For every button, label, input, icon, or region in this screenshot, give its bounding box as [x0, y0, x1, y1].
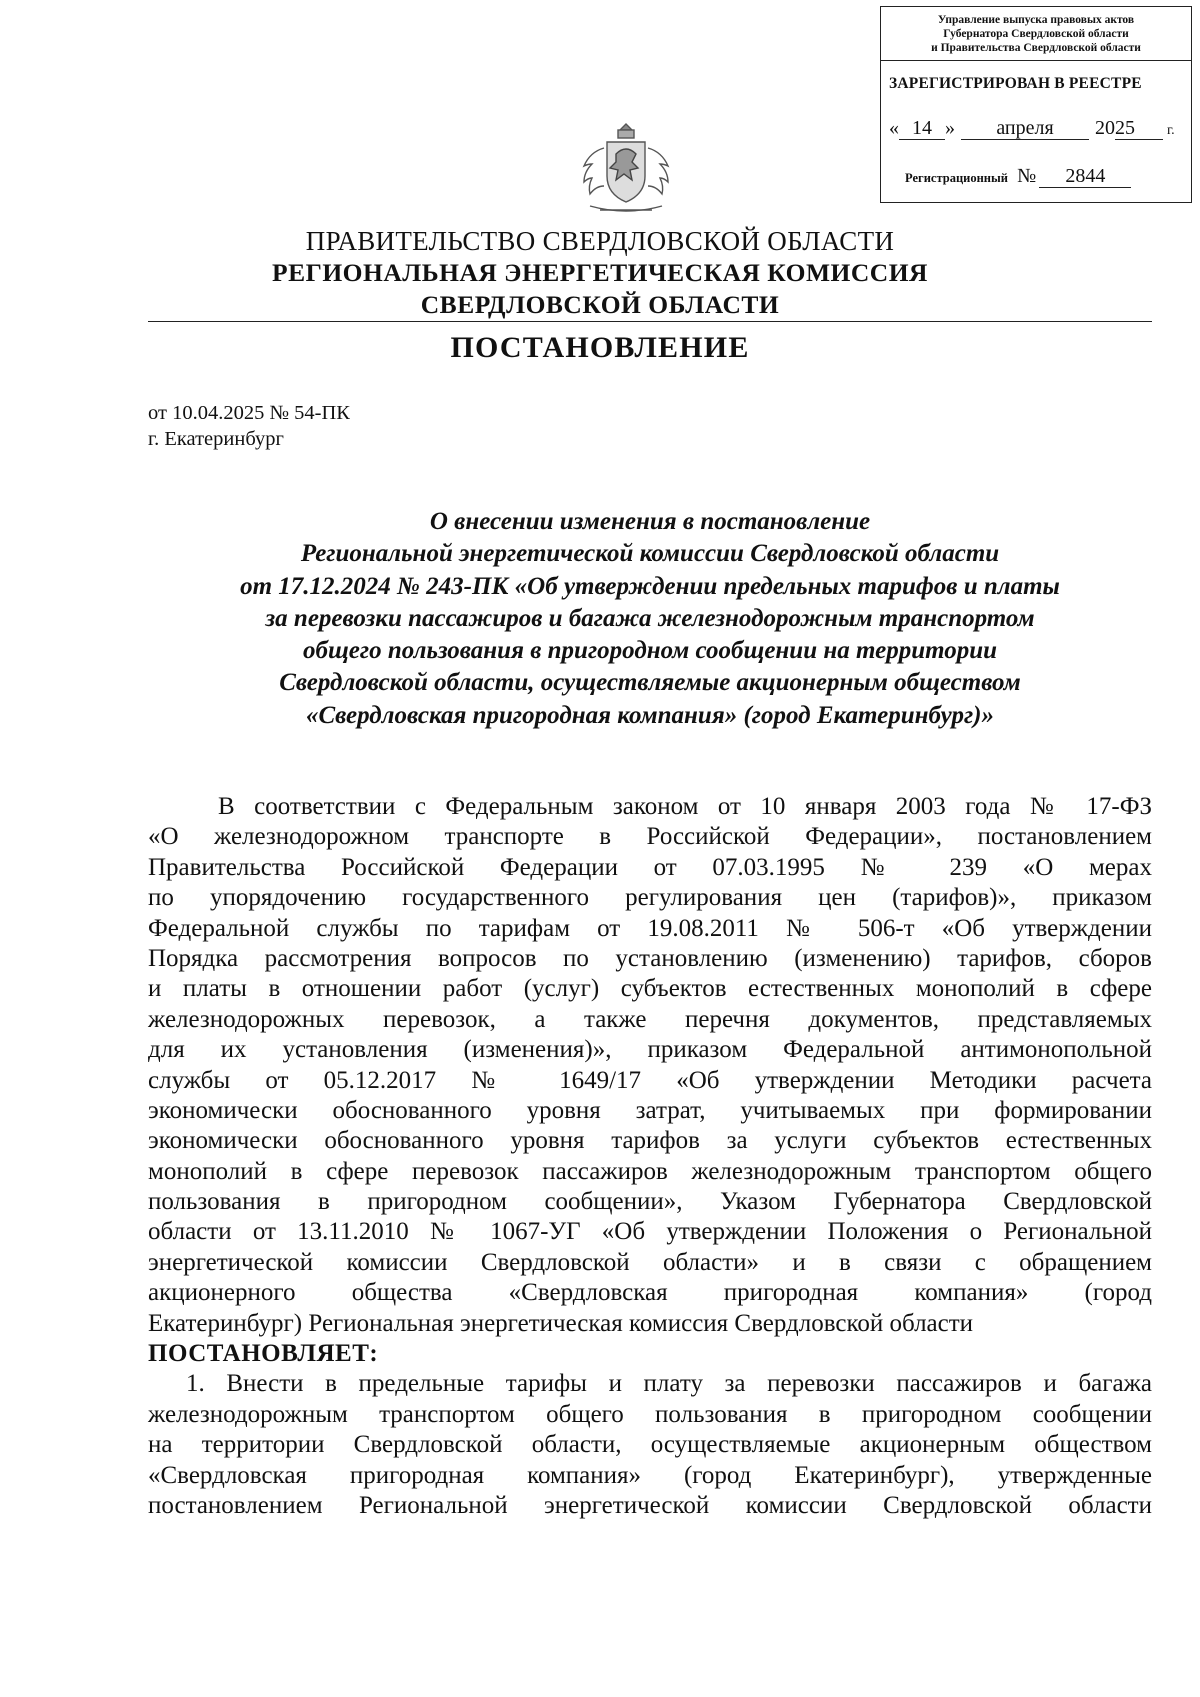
stamp-date-year-prefix: 20	[1095, 117, 1115, 139]
stamp-reg-number-label: Регистрационный	[905, 171, 1008, 185]
body-line: акционерного общества «Свердловская пригородная компания» (город	[148, 1279, 1152, 1307]
body-line: Правительства Российской Федерации от 07.03.1995 № 239 «О мерах	[148, 853, 1152, 881]
document-body	[148, 792, 1152, 1521]
item1-line: «Свердловская пригородная компания» (город Екатеринбург), утвержденные	[148, 1461, 1152, 1489]
document-title	[148, 506, 1152, 732]
title-line: Свердловской области, осуществляемые акционерным обществом	[279, 669, 1021, 697]
stamp-date	[889, 117, 1175, 140]
stamp-office-line: Управление выпуска правовых актов	[937, 14, 1135, 26]
body-line: области от 13.11.2010 № 1067-УГ «Об утверждении Положения о Региональной	[148, 1218, 1152, 1246]
body-line: экономически обоснованного уровня тарифов за услуги субъектов естественных	[148, 1127, 1152, 1155]
title-line: «Свердловская пригородная компания» (город Екатеринбург)»	[305, 701, 995, 729]
stamp-date-year-unit: г.	[1167, 123, 1175, 138]
title-line: от 17.12.2024 № 243-ПК «Об утверждении предельных тарифов и платы	[240, 572, 1060, 600]
body-line: В соответствии с Федеральным законом от 10 января 2003 года № 17-ФЗ	[218, 793, 1152, 820]
item1-line: железнодорожным транспортом общего пользования в пригородном сообщении	[148, 1400, 1152, 1428]
body-line: экономически обоснованного уровня затрат, учитываемых при формировании	[148, 1096, 1152, 1124]
body-line: по упорядочению государственного регулирования цен (тарифов)», приказом	[148, 884, 1152, 912]
government-name: ПРАВИТЕЛЬСТВО СВЕРДЛОВСКОЙ ОБЛАСТИ	[305, 226, 895, 256]
item1-line: постановлением Региональной энергетической комиссии Свердловской области	[148, 1491, 1152, 1519]
body-line: Федеральной службы по тарифам от 19.08.2011 № 506-т «Об утверждении	[148, 914, 1152, 942]
body-line: службы от 05.12.2017 № 1649/17 «Об утверждении Методики расчета	[148, 1066, 1152, 1094]
coat-of-arms-icon	[560, 118, 692, 218]
body-line: «О железнодорожном транспорте в Российской Федерации», постановлением	[148, 823, 1152, 851]
stamp-office-line: Губернатора Свердловской области	[943, 28, 1129, 40]
body-line: и платы в отношении работ (услуг) субъектов естественных монополий в сфере	[148, 975, 1152, 1003]
stamp-reg-number-sign: №	[1017, 165, 1037, 187]
body-line: энергетической комиссии Свердловской области» и в связи с обращением	[148, 1248, 1152, 1276]
stamp-registered-label: ЗАРЕГИСТРИРОВАН В РЕЕСТРЕ	[889, 75, 1142, 92]
commission-name-line2: СВЕРДЛОВСКОЙ ОБЛАСТИ	[420, 290, 780, 319]
stamp-reg-number	[905, 165, 1131, 188]
registry-stamp	[880, 6, 1192, 203]
item1-line: 1. Внести в предельные тарифы и плату за перевозки пассажиров и багажа	[186, 1370, 1152, 1398]
body-line: монополий в сфере перевозок пассажиров железнодорожным транспортом общего	[148, 1157, 1152, 1185]
body-line: для их установления (изменения)», приказом Федеральной антимонопольной	[148, 1036, 1152, 1064]
header-divider	[148, 321, 1152, 322]
body-line: пользования в пригородном сообщении», Указом Губернатора Свердловской	[148, 1188, 1152, 1216]
body-line: железнодорожных перевозок, а также перечня документов, представляемых	[148, 1005, 1152, 1033]
stamp-date-close-quote: »	[945, 117, 955, 139]
title-line: за перевозки пассажиров и багажа железнодорожным транспортом	[265, 604, 1035, 632]
stamp-date-month: апреля	[961, 117, 1089, 140]
stamp-date-year-suffix: 25	[1115, 117, 1163, 140]
body-line: Екатеринбург) Региональная энергетическая комиссия Свердловской области	[148, 1309, 974, 1337]
stamp-date-day: 14	[899, 117, 945, 140]
stamp-reg-number-value: 2844	[1039, 165, 1131, 188]
document-type: ПОСТАНОВЛЕНИЕ	[450, 331, 750, 364]
commission-name-line1: РЕГИОНАЛЬНАЯ ЭНЕРГЕТИЧЕСКАЯ КОМИССИЯ	[272, 258, 928, 287]
stamp-office-line: и Правительства Свердловской области	[931, 42, 1141, 54]
body-line: Порядка рассмотрения вопросов по установлению (изменению) тарифов, сборов	[148, 944, 1152, 972]
resolve-word: ПОСТАНОВЛЯЕТ:	[148, 1340, 379, 1368]
document-date-number: от 10.04.2025 № 54-ПК	[148, 402, 350, 424]
title-line: общего пользования в пригородном сообщении на территории	[302, 637, 998, 665]
stamp-date-open-quote: «	[889, 117, 899, 139]
item1-line: на территории Свердловской области, осуществляемые акционерным обществом	[148, 1431, 1152, 1459]
title-line: Региональной энергетической комиссии Свердловской области	[300, 540, 1000, 568]
document-city: г. Екатеринбург	[148, 428, 284, 450]
title-line: О внесении изменения в постановление	[429, 508, 871, 535]
stamp-office	[881, 7, 1191, 61]
